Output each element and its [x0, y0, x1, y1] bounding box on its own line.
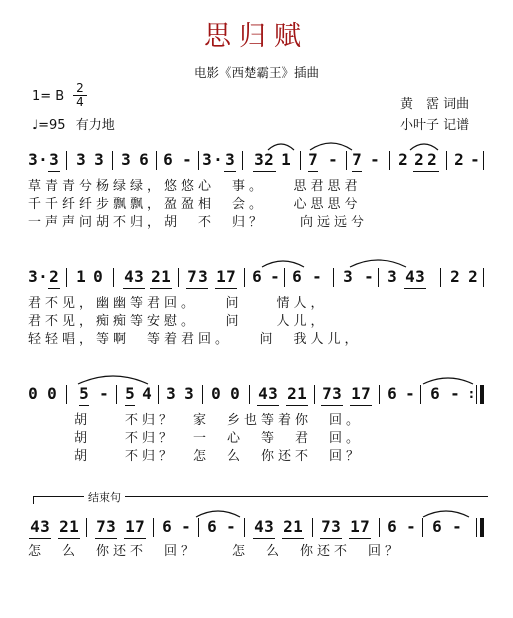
note: 1 [69, 517, 79, 536]
key-signature: 1= B [32, 89, 65, 104]
note: 6 [292, 267, 302, 286]
lyric-line: 轻轻唱，等啊 等着君回。 问 我人儿， [28, 332, 362, 347]
underline [186, 288, 208, 289]
quarter-note-icon: ♩ [32, 118, 39, 133]
note: 0 [28, 384, 38, 403]
barline [156, 151, 157, 170]
note: 6 [139, 150, 149, 169]
dash: - [312, 267, 322, 286]
underline [253, 538, 275, 539]
note: 4 [258, 384, 268, 403]
note: 3 [94, 150, 104, 169]
note: 2 [283, 517, 293, 536]
low-octave-dot [308, 171, 318, 172]
dash: - [405, 384, 415, 403]
barline [346, 151, 347, 170]
underline [150, 288, 172, 289]
barline [66, 151, 67, 170]
note: 4 [124, 267, 134, 286]
low-octave-dot [79, 405, 89, 406]
note: 6 [430, 384, 440, 403]
tempo-marking [32, 114, 115, 133]
low-octave-dot [352, 171, 362, 172]
low-octave-dot [125, 405, 135, 406]
barline [113, 268, 114, 287]
lyric-line: 胡 不归？ 怎 么 你还不 回？ [74, 449, 364, 464]
note: 3 [76, 150, 86, 169]
note: 2 [454, 150, 464, 169]
note: 3 [415, 267, 425, 286]
note: 2 [151, 267, 161, 286]
notation-line-3 [28, 384, 484, 408]
dash: - [328, 150, 338, 169]
note: 6 [252, 267, 262, 286]
underline [58, 538, 80, 539]
note: 6 [387, 384, 397, 403]
note: 2 [450, 267, 460, 286]
barline [198, 518, 199, 537]
barline [244, 268, 245, 287]
note: 3 [184, 384, 194, 403]
barline [112, 151, 113, 170]
note: 6 [387, 517, 397, 536]
note: 1 [297, 384, 307, 403]
underline [253, 171, 276, 172]
barline [312, 518, 313, 537]
barline [202, 385, 203, 404]
dot: · [38, 267, 48, 286]
dash: - [450, 384, 460, 403]
underline [29, 538, 51, 539]
note: 2 [59, 517, 69, 536]
note: 6 [163, 150, 173, 169]
note: 3 [387, 267, 397, 286]
note: 4 [30, 517, 40, 536]
dash: - [270, 267, 280, 286]
note: 2 [468, 267, 478, 286]
barline [420, 385, 421, 404]
note: 3 [28, 150, 38, 169]
note: 2 [264, 150, 274, 169]
note: 7 [360, 517, 370, 536]
note: 3 [332, 384, 342, 403]
note: 5 [79, 384, 89, 403]
note: 3 [225, 150, 235, 169]
underline [413, 171, 439, 172]
barline [476, 518, 477, 537]
dot: · [213, 150, 223, 169]
underline [215, 288, 237, 289]
dash: - [406, 517, 416, 536]
note: 3 [121, 150, 131, 169]
ending-label: 结束句 [84, 489, 125, 505]
lyric-line: 君不见，幽幽等君回。 问 情人， [28, 296, 328, 311]
note: 0 [47, 384, 57, 403]
underline [404, 288, 426, 289]
note: 3 [254, 150, 264, 169]
note: 7 [226, 267, 236, 286]
barline [66, 385, 67, 404]
lyric-line: 一声声问胡不归，胡 不 归？ 向远远兮 [28, 215, 369, 230]
note: 3 [331, 517, 341, 536]
dash: - [370, 150, 380, 169]
barline [422, 518, 423, 537]
note: 0 [93, 267, 103, 286]
repeat-sign: : [469, 387, 474, 401]
note: 7 [96, 517, 106, 536]
note: 4 [142, 384, 152, 403]
barline [153, 518, 154, 537]
dash: - [452, 517, 462, 536]
lyric-line: 君不见，痴痴等安慰。 问 人儿， [28, 314, 328, 329]
note: 3 [28, 267, 38, 286]
song-subtitle: 电影《西楚霸王》插曲 [193, 65, 319, 80]
note: 1 [293, 517, 303, 536]
note: 1 [76, 267, 86, 286]
note: 2 [49, 267, 59, 286]
underline [48, 288, 60, 289]
barline [66, 268, 67, 287]
barline [116, 385, 117, 404]
dash: - [226, 517, 236, 536]
barline [379, 518, 380, 537]
dash: - [182, 150, 192, 169]
underline [350, 405, 372, 406]
transcriber-credit: 小叶子 记谱 [400, 118, 470, 133]
final-barline [480, 518, 484, 537]
dash: - [364, 267, 374, 286]
note: 1 [216, 267, 226, 286]
dash: - [181, 517, 191, 536]
note: 1 [351, 384, 361, 403]
note: 7 [135, 517, 145, 536]
underline [320, 538, 342, 539]
note: 6 [432, 517, 442, 536]
note: 7 [322, 384, 332, 403]
note: 3 [134, 267, 144, 286]
barline [86, 518, 87, 537]
barline [483, 151, 484, 170]
note: 3 [49, 150, 59, 169]
note: 3 [264, 517, 274, 536]
note: 3 [40, 517, 50, 536]
notation-line-2 [28, 267, 484, 291]
barline [333, 268, 334, 287]
barline [198, 151, 199, 170]
note: 3 [198, 267, 208, 286]
note: 2 [427, 150, 437, 169]
barline [314, 385, 315, 404]
underline [48, 171, 60, 172]
tempo-text: 有力地 [75, 118, 115, 133]
barline [379, 385, 380, 404]
note: 1 [161, 267, 171, 286]
time-signature [73, 82, 87, 109]
time-sig-bottom: 4 [73, 95, 87, 109]
barline [284, 268, 285, 287]
note: 1 [125, 517, 135, 536]
note: 3 [343, 267, 353, 286]
note: 1 [281, 150, 291, 169]
note: 3 [166, 384, 176, 403]
note: 0 [230, 384, 240, 403]
underline [123, 288, 145, 289]
underline [282, 538, 304, 539]
barline [178, 268, 179, 287]
note: 6 [162, 517, 172, 536]
note: 2 [287, 384, 297, 403]
note: 4 [405, 267, 415, 286]
barline [249, 385, 250, 404]
final-barline [480, 385, 484, 404]
notation-line-1 [28, 150, 484, 174]
tempo-value: =95 [38, 118, 66, 133]
underline [224, 171, 236, 172]
note: 1 [350, 517, 360, 536]
note: 5 [125, 384, 135, 403]
note: 7 [361, 384, 371, 403]
note: 7 [321, 517, 331, 536]
lyric-line: 草青青兮杨绿绿，悠悠心 事。 思君思君 [28, 179, 362, 194]
time-sig-top: 2 [76, 81, 84, 95]
note: 3 [106, 517, 116, 536]
dot: · [38, 150, 48, 169]
barline [242, 151, 243, 170]
lyric-line: 怎 么 你还不 回？ 怎 么 你还不 回？ [28, 544, 403, 559]
barline [158, 385, 159, 404]
dash: - [99, 384, 109, 403]
dash: - [470, 150, 480, 169]
note: 0 [211, 384, 221, 403]
note: 2 [398, 150, 408, 169]
lyric-line: 千千纤纤步飘飘，盈盈相 会。 心思思兮 [28, 197, 362, 212]
lyric-line: 胡 不归？ 家 乡也等着你 回。 [74, 413, 364, 428]
lyricist-credit: 黄 霑 词曲 [400, 97, 470, 112]
underline [95, 538, 117, 539]
underline [257, 405, 279, 406]
underline [286, 405, 308, 406]
barline [300, 151, 301, 170]
note: 6 [207, 517, 217, 536]
note: 4 [254, 517, 264, 536]
note: 2 [414, 150, 424, 169]
notation-line-4 [28, 517, 484, 541]
note: 3 [268, 384, 278, 403]
barline [476, 385, 477, 404]
note: 7 [308, 150, 318, 169]
song-title: 思归赋 [204, 21, 309, 52]
underline [321, 405, 343, 406]
note: 3 [202, 150, 212, 169]
barline [378, 268, 379, 287]
lyric-line: 胡 不归？ 一 心 等 君 回。 [74, 431, 364, 446]
note: 7 [187, 267, 197, 286]
underline [349, 538, 371, 539]
barline [440, 268, 441, 287]
barline [483, 268, 484, 287]
underline [124, 538, 146, 539]
barline [446, 151, 447, 170]
barline [244, 518, 245, 537]
note: 7 [352, 150, 362, 169]
barline [389, 151, 390, 170]
